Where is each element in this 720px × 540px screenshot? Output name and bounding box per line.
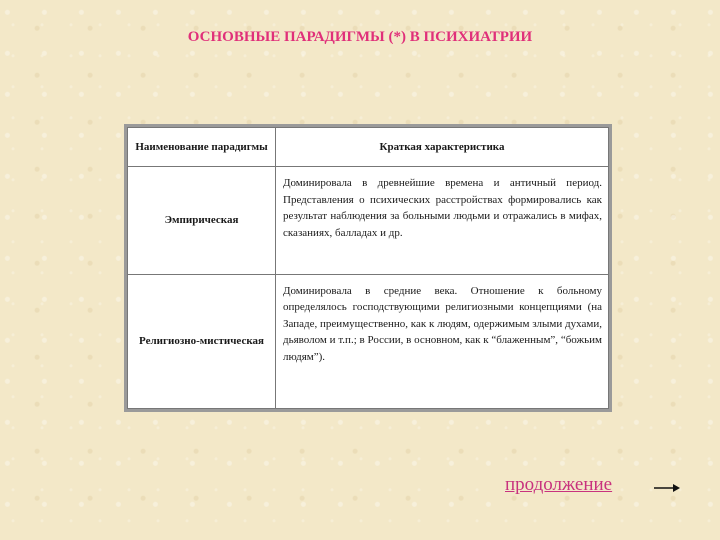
paradigm-name-cell: Эмпирическая bbox=[128, 167, 276, 274]
paradigm-description-cell bbox=[276, 274, 609, 408]
paradigm-description-text: Доминировала в древнейшие времена и античный период. Представления о психических расстройствах формировались как результат наблюдения за больными людьми и отражались в мифах, сказаниях, балладах и др. bbox=[283, 177, 602, 239]
table-header-row bbox=[128, 128, 609, 167]
paradigms-table-inner bbox=[127, 127, 609, 409]
paradigm-description-cell bbox=[276, 167, 609, 274]
paradigm-description-text: Доминировала в средние века. Отношение к больному определялось господствующими религиозными концепциями (на Западе, преимущественно, как к людям, одержимым злыми духами, дьяволом и т.п.; в России, в основном, как к “блаженным”, “божьим людям”). bbox=[283, 284, 602, 363]
header-short-description: Краткая характеристика bbox=[276, 128, 609, 167]
continue-link[interactable]: продолжение bbox=[505, 474, 613, 495]
table-row bbox=[128, 167, 609, 274]
right-arrow-icon[interactable] bbox=[653, 481, 681, 495]
paradigms-table bbox=[127, 127, 609, 409]
header-paradigm-name: Наименование парадигмы bbox=[128, 128, 276, 167]
table-row bbox=[128, 274, 609, 408]
paradigms-table-frame bbox=[124, 124, 612, 412]
paradigm-name-cell: Религиозно-мистическая bbox=[128, 274, 276, 408]
slide-title: ОСНОВНЫЕ ПАРАДИГМЫ (*) В ПСИХИАТРИИ bbox=[187, 29, 533, 45]
